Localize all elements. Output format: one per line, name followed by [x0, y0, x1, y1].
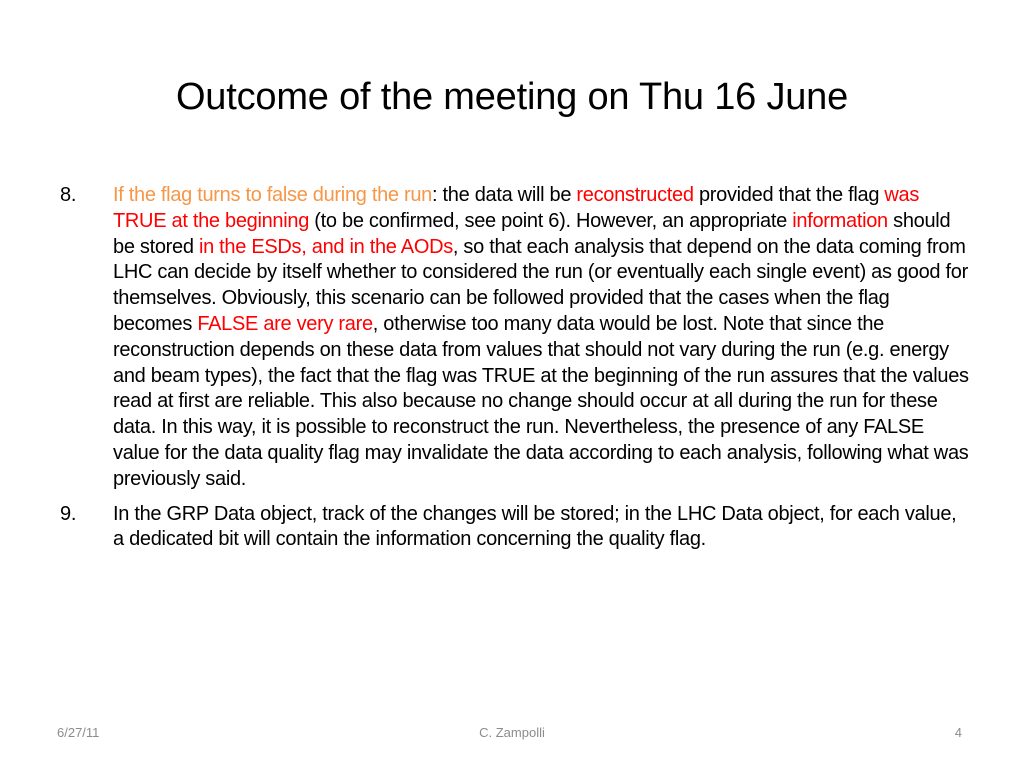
text-segment: , otherwise too many data would be lost. Note that since the reconstruction depends on these data from values that should not vary during the run (e.g. energy and beam types), the fact that the flag was TRUE at the beginning of the run assures that the values read at first are reliable. This also because no change should occur at all during the run for these data. In this way, it is possible to reconstruct the run. Nevertheless, the presence of any FALSE value for the data quality flag may invalidate the data according to each analysis, following what was previously said.	[113, 312, 969, 490]
highlight-information: information	[792, 209, 888, 232]
footer-author: C. Zampolli	[479, 725, 545, 740]
item-number: 8.	[60, 184, 77, 206]
highlight-flag-turns-false: If the flag turns to false during the run	[113, 184, 433, 206]
text-segment: (to be confirmed, see point 6). However, an appropriate	[309, 209, 793, 232]
list-item-8	[60, 183, 970, 493]
item-text	[113, 184, 969, 490]
footer-date: 6/27/11	[57, 725, 100, 740]
item-number: 9.	[60, 502, 77, 525]
text-segment: : the data will be	[432, 184, 577, 206]
highlight-false-rare: FALSE are very rare	[197, 312, 373, 335]
highlight-reconstructed: reconstructed	[576, 184, 694, 206]
highlight-esds-aods: in the ESDs, and in the AODs	[198, 235, 453, 258]
text-segment: provided that the flag	[693, 184, 885, 206]
text-segment: , so that each analysis that depend on the data coming from LHC can decide by itself whether to considered the run (or eventually each single event) as good for themselves. Obviously, this scenario can be followed provided that the cases when the flag becomes	[113, 235, 968, 335]
list-item-9	[60, 502, 970, 554]
slide-title: Outcome of the meeting on Thu 16 June	[175, 76, 849, 118]
bullet-list	[60, 183, 970, 562]
text-segment: should be stored	[113, 209, 951, 258]
footer-page-number: 4	[954, 725, 962, 740]
highlight-was-true: was TRUE at the beginning	[113, 184, 920, 232]
item-text: In the GRP Data object, track of the changes will be stored; in the LHC Data object, for each value, a dedicated bit will contain the information concerning the quality flag.	[113, 502, 957, 551]
